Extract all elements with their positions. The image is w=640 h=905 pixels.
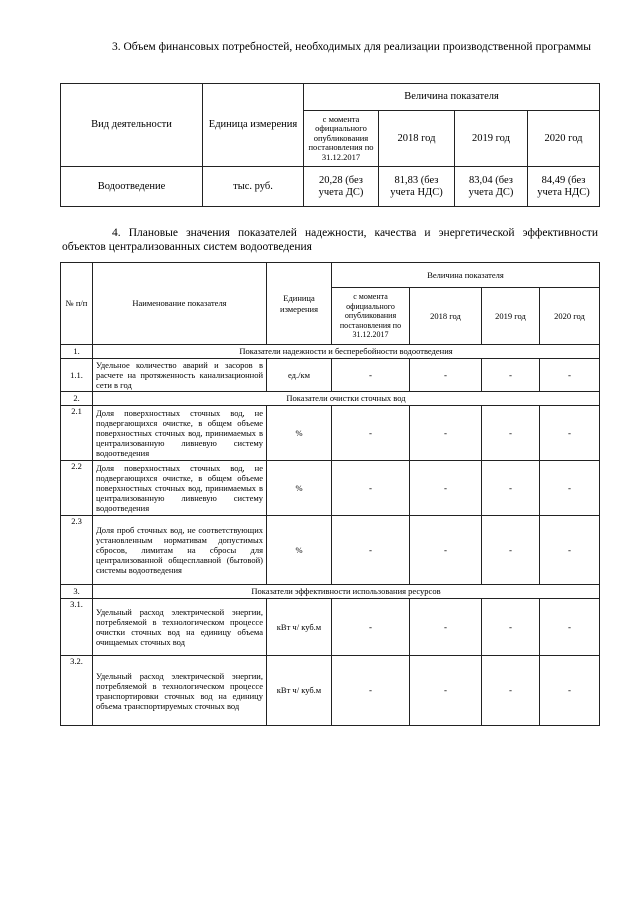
header-value-group: Величина показателя — [304, 84, 600, 111]
row-value: - — [540, 656, 600, 726]
row-value: 83,04 (без учета ДС) — [455, 167, 528, 207]
row-name: Удельное количество аварий и засоров в расчете на протяженность канализационной сети в год — [93, 359, 267, 392]
row-value: - — [482, 461, 540, 516]
row-num: 2.2 — [61, 461, 93, 516]
header-year: 2019 год — [482, 288, 540, 345]
section3-title: 3. Объем финансовых потребностей, необходимых для реализации производственной программы — [112, 41, 591, 53]
table-row — [61, 656, 600, 726]
row-value: - — [410, 599, 482, 656]
section-title: Показатели очистки сточных вод — [93, 392, 600, 406]
header-year: 2019 год — [455, 111, 528, 167]
row-num: 3.1. — [61, 599, 93, 656]
header-num: № п/п — [61, 263, 93, 345]
row-num: 3.2. — [61, 656, 93, 726]
row-name: Доля поверхностных сточных вод, не подвергающихся очистке, в общем объеме поверхностных сточных вод, принимаемых в централизованную ливневую систему водоотведения — [93, 406, 267, 461]
row-num: 2.1 — [61, 406, 93, 461]
row-value: - — [540, 516, 600, 585]
row-value: - — [332, 406, 410, 461]
row-value: - — [482, 516, 540, 585]
row-value: - — [410, 516, 482, 585]
header-name: Наименование показателя — [93, 263, 267, 345]
section-num: 1. — [61, 345, 93, 359]
row-name: Удельный расход электрической энергии, потребляемой в технологическом процессе очистки сточных вод на единицу объема очищаемых сточных вод — [93, 599, 267, 656]
row-name: Удельный расход электрической энергии, потребляемой в технологическом процессе транспортировки сточных вод на единицу объема транспортируемых сточных вод — [93, 656, 267, 726]
row-value: - — [482, 406, 540, 461]
row-name: Доля проб сточных вод, не соответствующих установленным нормативам допустимых сбросов, лимитам на сбросы для централизованной общесплавной (бытовой) системы водоотведения — [93, 516, 267, 585]
header-year: 2020 год — [540, 288, 600, 345]
row-value: - — [482, 656, 540, 726]
header-value-group: Величина показателя — [332, 263, 600, 288]
indicators-table — [60, 262, 600, 726]
row-value: - — [540, 461, 600, 516]
row-unit: тыс. руб. — [203, 167, 304, 207]
header-activity: Вид деятельности — [61, 84, 203, 167]
row-value: - — [540, 406, 600, 461]
section-row — [61, 392, 600, 406]
header-unit: Единица измерения — [203, 84, 304, 167]
row-value: - — [332, 656, 410, 726]
section-row — [61, 585, 600, 599]
row-value: - — [332, 359, 410, 392]
header-year: 2018 год — [379, 111, 455, 167]
table-row — [61, 359, 600, 392]
section4-title: 4. Плановые значения показателей надежности, качества и энергетической эффективности объектов централизованных систем водоотведения — [62, 227, 598, 253]
financial-needs-table — [60, 83, 600, 207]
table-row — [61, 599, 600, 656]
row-value: - — [540, 599, 600, 656]
table-row — [61, 516, 600, 585]
row-value: - — [482, 359, 540, 392]
row-value: 81,83 (без учета НДС) — [379, 167, 455, 207]
header-year: 2020 год — [528, 111, 600, 167]
table-row — [61, 406, 600, 461]
row-unit: кВт ч/ куб.м — [267, 599, 332, 656]
row-value: - — [410, 406, 482, 461]
section-title: Показатели эффективности использования ресурсов — [93, 585, 600, 599]
section-num: 3. — [61, 585, 93, 599]
section-num: 2. — [61, 392, 93, 406]
row-value: - — [482, 599, 540, 656]
table-row — [61, 461, 600, 516]
row-unit: % — [267, 406, 332, 461]
row-value: - — [410, 359, 482, 392]
header-year: 2018 год — [410, 288, 482, 345]
row-value: - — [540, 359, 600, 392]
row-activity: Водоотведение — [61, 167, 203, 207]
row-unit: ед./км — [267, 359, 332, 392]
row-value: - — [410, 656, 482, 726]
row-value: - — [410, 461, 482, 516]
row-unit: % — [267, 461, 332, 516]
row-unit: кВт ч/ куб.м — [267, 656, 332, 726]
header-unit: Единица измерения — [267, 263, 332, 345]
row-num: 1.1. — [61, 359, 93, 392]
row-value: - — [332, 461, 410, 516]
header-since-publication: с момента официального опубликования постановления по 31.12.2017 — [304, 111, 379, 167]
row-value: 84,49 (без учета НДС) — [528, 167, 600, 207]
row-value: - — [332, 516, 410, 585]
section-title: Показатели надежности и бесперебойности водоотведения — [93, 345, 600, 359]
row-unit: % — [267, 516, 332, 585]
section-row — [61, 345, 600, 359]
row-value: - — [332, 599, 410, 656]
row-num: 2.3 — [61, 516, 93, 585]
row-value: 20,28 (без учета ДС) — [304, 167, 379, 207]
header-since-publication: с момента официального опубликования постановления по 31.12.2017 — [332, 288, 410, 345]
row-name: Доля поверхностных сточных вод, не подвергающихся очистке, в общем объеме поверхностных сточных вод, принимаемых в централизованную ливневую систему водоотведения — [93, 461, 267, 516]
